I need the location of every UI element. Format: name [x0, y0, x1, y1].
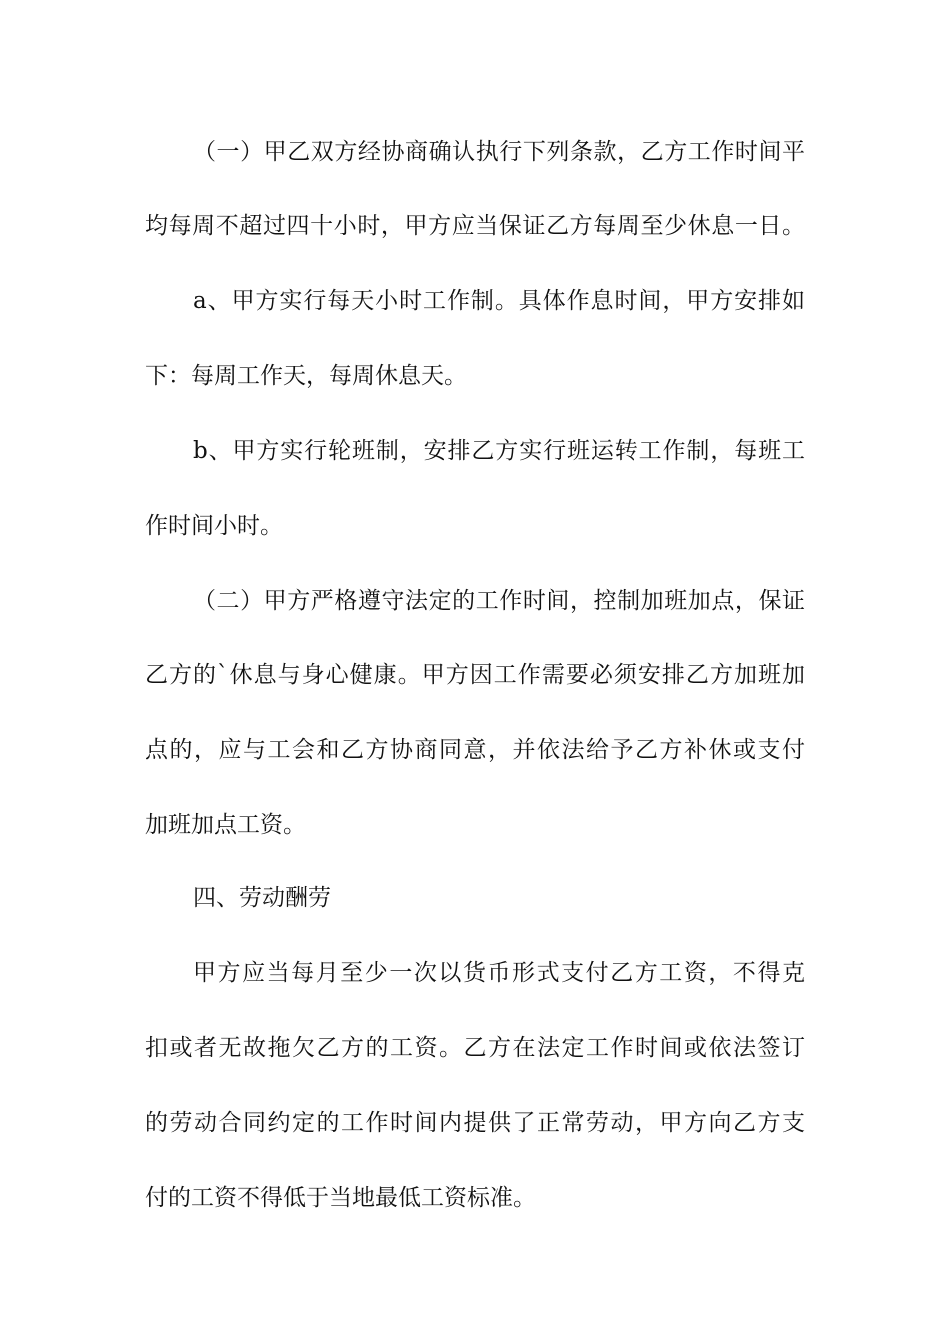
paragraph-line: （一）甲乙双方经协商确认执行下列条款，乙方工作时间平 [193, 139, 805, 165]
paragraph-line: 加班加点工资。 [145, 812, 306, 838]
paragraph-line: （二）甲方严格遵守法定的工作时间，控制加班加点，保证 [193, 588, 805, 614]
section-heading: 四、劳动酬劳 [193, 885, 331, 911]
paragraph-line: b、甲方实行轮班制，安排乙方实行班运转工作制，每班工 [193, 438, 805, 464]
paragraph-line: a、甲方实行每天小时工作制。具体作息时间，甲方安排如 [193, 288, 805, 314]
paragraph-line: 付的工资不得低于当地最低工资标准。 [145, 1185, 536, 1211]
paragraph-line: 均每周不超过四十小时，甲方应当保证乙方每周至少休息一日。 [145, 213, 805, 239]
paragraph-line: 下：每周工作天，每周休息天。 [145, 363, 467, 389]
paragraph-line: 乙方的`休息与身心健康。甲方因工作需要必须安排乙方加班加 [145, 662, 805, 688]
paragraph-line: 作时间小时。 [145, 513, 283, 539]
paragraph-line: 点的，应与工会和乙方协商同意，并依法给予乙方补休或支付 [145, 737, 805, 763]
paragraph-line: 甲方应当每月至少一次以货币形式支付乙方工资，不得克 [193, 960, 805, 986]
paragraph-line: 的劳动合同约定的工作时间内提供了正常劳动，甲方向乙方支 [145, 1110, 805, 1136]
paragraph-line: 扣或者无故拖欠乙方的工资。乙方在法定工作时间或依法签订 [145, 1035, 805, 1061]
